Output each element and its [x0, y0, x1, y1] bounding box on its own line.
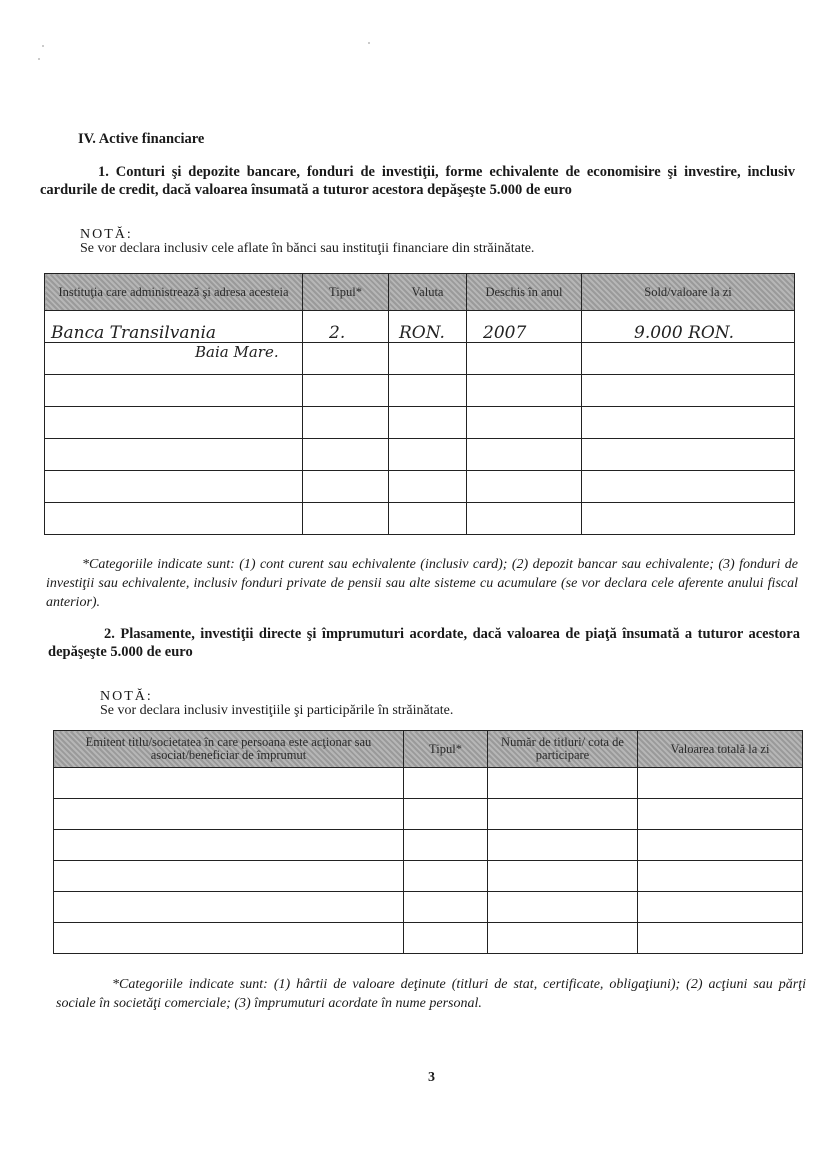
table-cell [404, 892, 488, 923]
investments-table [53, 730, 803, 954]
table-row [54, 923, 803, 954]
table-cell [303, 439, 389, 471]
table-cell [467, 439, 582, 471]
col-header-type: Tipul* [404, 731, 488, 768]
col-header-currency: Valuta [389, 274, 467, 311]
scan-speck [42, 45, 44, 47]
table-cell [582, 471, 795, 503]
table-row [45, 471, 795, 503]
table-cell [582, 343, 795, 375]
section-title: IV. Active financiare [78, 131, 205, 147]
table-cell [467, 375, 582, 407]
table-row [45, 375, 795, 407]
table-cell [488, 830, 638, 861]
table-cell [45, 375, 303, 407]
table-row [45, 311, 795, 343]
table-row [45, 503, 795, 535]
table-cell [54, 830, 404, 861]
table-cell [638, 799, 803, 830]
table-cell [54, 799, 404, 830]
table-cell [404, 830, 488, 861]
table-cell [54, 923, 404, 954]
table-cell [467, 407, 582, 439]
table-cell [54, 768, 404, 799]
table-cell [638, 830, 803, 861]
table-cell [404, 799, 488, 830]
handwritten-year: 2007 [483, 322, 527, 343]
table-row [45, 407, 795, 439]
scan-speck [38, 58, 40, 60]
table-cell [582, 407, 795, 439]
table-cell [488, 768, 638, 799]
bank-accounts-table [44, 273, 795, 535]
table-cell [404, 923, 488, 954]
table-cell [404, 861, 488, 892]
section2-footnote: *Categoriile indicate sunt: (1) hârtii de valoare deţinute (titluri de stat, certificate, obligaţiuni); (2) acţiuni sau părţi sociale în societăţi comerciale; (3) împrumuturi acordate în nume personal. [56, 977, 806, 1011]
table-cell [45, 343, 303, 375]
handwritten-currency: RON. [399, 322, 445, 343]
table-cell [638, 861, 803, 892]
table-cell [638, 892, 803, 923]
table-cell [303, 311, 389, 343]
col-header-type: Tipul* [303, 274, 389, 311]
table-cell [467, 343, 582, 375]
table-cell [404, 768, 488, 799]
handwritten-type: 2. [329, 322, 346, 343]
col-header-institution: Instituţia care administrează şi adresa acesteia [45, 274, 303, 311]
table-cell [389, 375, 467, 407]
table-cell [389, 439, 467, 471]
table-cell [303, 343, 389, 375]
table-cell [638, 923, 803, 954]
table-row [54, 861, 803, 892]
col-header-opened-year: Deschis în anul [467, 274, 582, 311]
handwritten-institution: Banca Transilvania [51, 322, 217, 343]
table-cell [488, 799, 638, 830]
section2-nota-label: NOTĂ: [100, 689, 153, 704]
handwritten-institution-line2: Baia Mare. [195, 343, 279, 361]
table-cell [488, 892, 638, 923]
table-cell [303, 503, 389, 535]
table-cell [389, 503, 467, 535]
table-cell [467, 311, 582, 343]
table-cell [45, 439, 303, 471]
table-row [54, 768, 803, 799]
table-cell [467, 471, 582, 503]
col-header-total-value: Valoarea totală la zi [638, 731, 803, 768]
table-cell [45, 503, 303, 535]
table-header-row [54, 731, 803, 768]
table-cell [389, 471, 467, 503]
table-cell [638, 768, 803, 799]
table-cell [467, 503, 582, 535]
table-cell [45, 407, 303, 439]
table-row [45, 439, 795, 471]
table-cell [54, 861, 404, 892]
table-cell [45, 471, 303, 503]
table-row [54, 892, 803, 923]
handwritten-balance: 9.000 RON. [634, 322, 734, 343]
section2-heading: 2. Plasamente, investiţii directe şi împrumuturi acordate, dacă valoarea de piaţă însumată a tuturor acestora depăşeşte 5.000 de euro [48, 626, 800, 660]
scan-speck [368, 42, 370, 44]
section1-footnote: *Categoriile indicate sunt: (1) cont curent sau echivalente (inclusiv card); (2) depozit bancar sau echivalente; (3) fonduri de investiţii sau echivalente, inclusiv fonduri private de pensii sau alte sisteme cu acumulare (se vor declara cele aferente anului fiscal anterior). [46, 557, 798, 610]
table-cell [303, 375, 389, 407]
table-cell [389, 343, 467, 375]
table-row [54, 799, 803, 830]
table-cell [54, 892, 404, 923]
section1-nota-text: Se vor declara inclusiv cele aflate în bănci sau instituţii financiare din străinătate. [80, 241, 535, 256]
col-header-balance: Sold/valoare la zi [582, 274, 795, 311]
table-cell [389, 311, 467, 343]
table-cell [389, 407, 467, 439]
table-cell [582, 375, 795, 407]
table-cell [488, 923, 638, 954]
section1-heading: 1. Conturi şi depozite bancare, fonduri de investiţii, forme echivalente de economisire şi investire, inclusiv cardurile de credit, dacă valoarea însumată a tuturor acestora depăşeşte 5.000 de euro [40, 164, 795, 198]
table-cell [582, 311, 795, 343]
table-cell [488, 861, 638, 892]
col-header-shares-count: Număr de titluri/ cota de participare [488, 731, 638, 768]
table-cell [582, 439, 795, 471]
section1-nota-label: NOTĂ: [80, 227, 133, 242]
table-header-row [45, 274, 795, 311]
table-row [54, 830, 803, 861]
page-number: 3 [428, 1070, 435, 1085]
table-cell [303, 471, 389, 503]
table-row [45, 343, 795, 375]
table-cell [45, 311, 303, 343]
col-header-issuer: Emitent titlu/societatea în care persoana este acţionar sau asociat/beneficiar de împrumut [54, 731, 404, 768]
table-cell [303, 407, 389, 439]
table-cell [582, 503, 795, 535]
section2-nota-text: Se vor declara inclusiv investiţiile şi participările în străinătate. [100, 703, 454, 718]
